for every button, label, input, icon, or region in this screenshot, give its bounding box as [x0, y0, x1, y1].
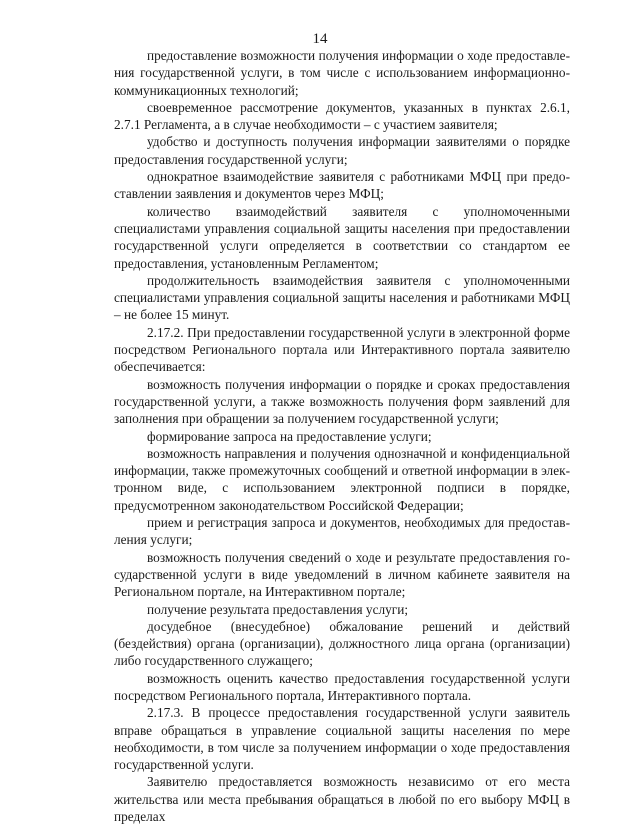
- paragraph-6: продолжительность взаимодействия заявителя с уполномоченными специалистами управления социальной защиты населения и работниками МФЦ – не более 15 минут.: [114, 272, 570, 323]
- paragraph-15: возможность оценить качество предоставления государственной услуги посредством Регионального портала, Интерактивного портала.: [114, 670, 570, 703]
- paragraph-11: прием и регистрация запроса и документов, необходимых для предоставления услуги;: [114, 515, 570, 548]
- paragraph-17: Заявителю предоставляется возможность независимо от его места жительства или места пребывания обращаться в любой по его выбору МФЦ в пределах: [114, 774, 570, 825]
- page-number: 14: [312, 31, 328, 47]
- paragraph-4: однократное взаимодействие заявителя с работниками МФЦ при предоставлении заявления и документов через МФЦ;: [114, 169, 570, 202]
- paragraph-13: получение результата предоставления услуги;: [147, 601, 409, 617]
- paragraph-5: количество взаимодействий заявителя с уполномоченными специалистами управления социальной защиты населения при предоставлении государственной услуги определяется в соответствии со стандартом ее предоставления, установленным Регламентом;: [114, 203, 570, 271]
- paragraph-2: своевременное рассмотрение документов, указанных в пунктах 2.6.1, 2.7.1 Регламента, а в случае необходимости – с участием заявителя;: [114, 99, 570, 133]
- paragraph-9: формирование запроса на предоставление услуги;: [147, 428, 432, 444]
- paragraph-8: возможность получения информации о порядке и сроках предоставления государственной услуги, а также возможность получения форм заявлений для заполнения при обращении за получением государственной услуги;: [114, 376, 570, 427]
- document-body: [114, 47, 570, 825]
- paragraph-14: досудебное (внесудебное) обжалование решений и действий (бездействия) органа (организации), должностного лица органа (организации) либо государственного служащего;: [114, 618, 570, 669]
- paragraph-1: предоставление возможности получения информации о ходе предоставления государственной услуги, в том числе с использованием информационно-коммуникационных технологий;: [114, 48, 570, 98]
- paragraph-16: 2.17.3. В процессе предоставления государственной услуги заявитель вправе обращаться в управление социальной защиты населения по мере необходимости, в том числе за получением информации о ходе предоставления государственной услуги.: [114, 705, 570, 773]
- paragraph-7: 2.17.2. При предоставлении государственной услуги в электронной форме посредством Регионального портала или Интерактивного портала заявителю обеспечивается:: [114, 324, 570, 375]
- paragraph-12: возможность получения сведений о ходе и результате предоставления государственной услуги в виде уведомлений в личном кабинете заявителя на Региональном портале, на Интерактивном портале;: [114, 549, 570, 600]
- paragraph-3: удобство и доступность получения информации заявителями о порядке предоставления государственной услуги;: [114, 134, 570, 167]
- paragraph-10: возможность направления и получения однозначной и конфиденциальной информации, также промежуточных сообщений и ответной информации в электронном виде, с использованием электронной подписи в порядке, предусмотренном законодательством Российской Федерации;: [114, 445, 570, 513]
